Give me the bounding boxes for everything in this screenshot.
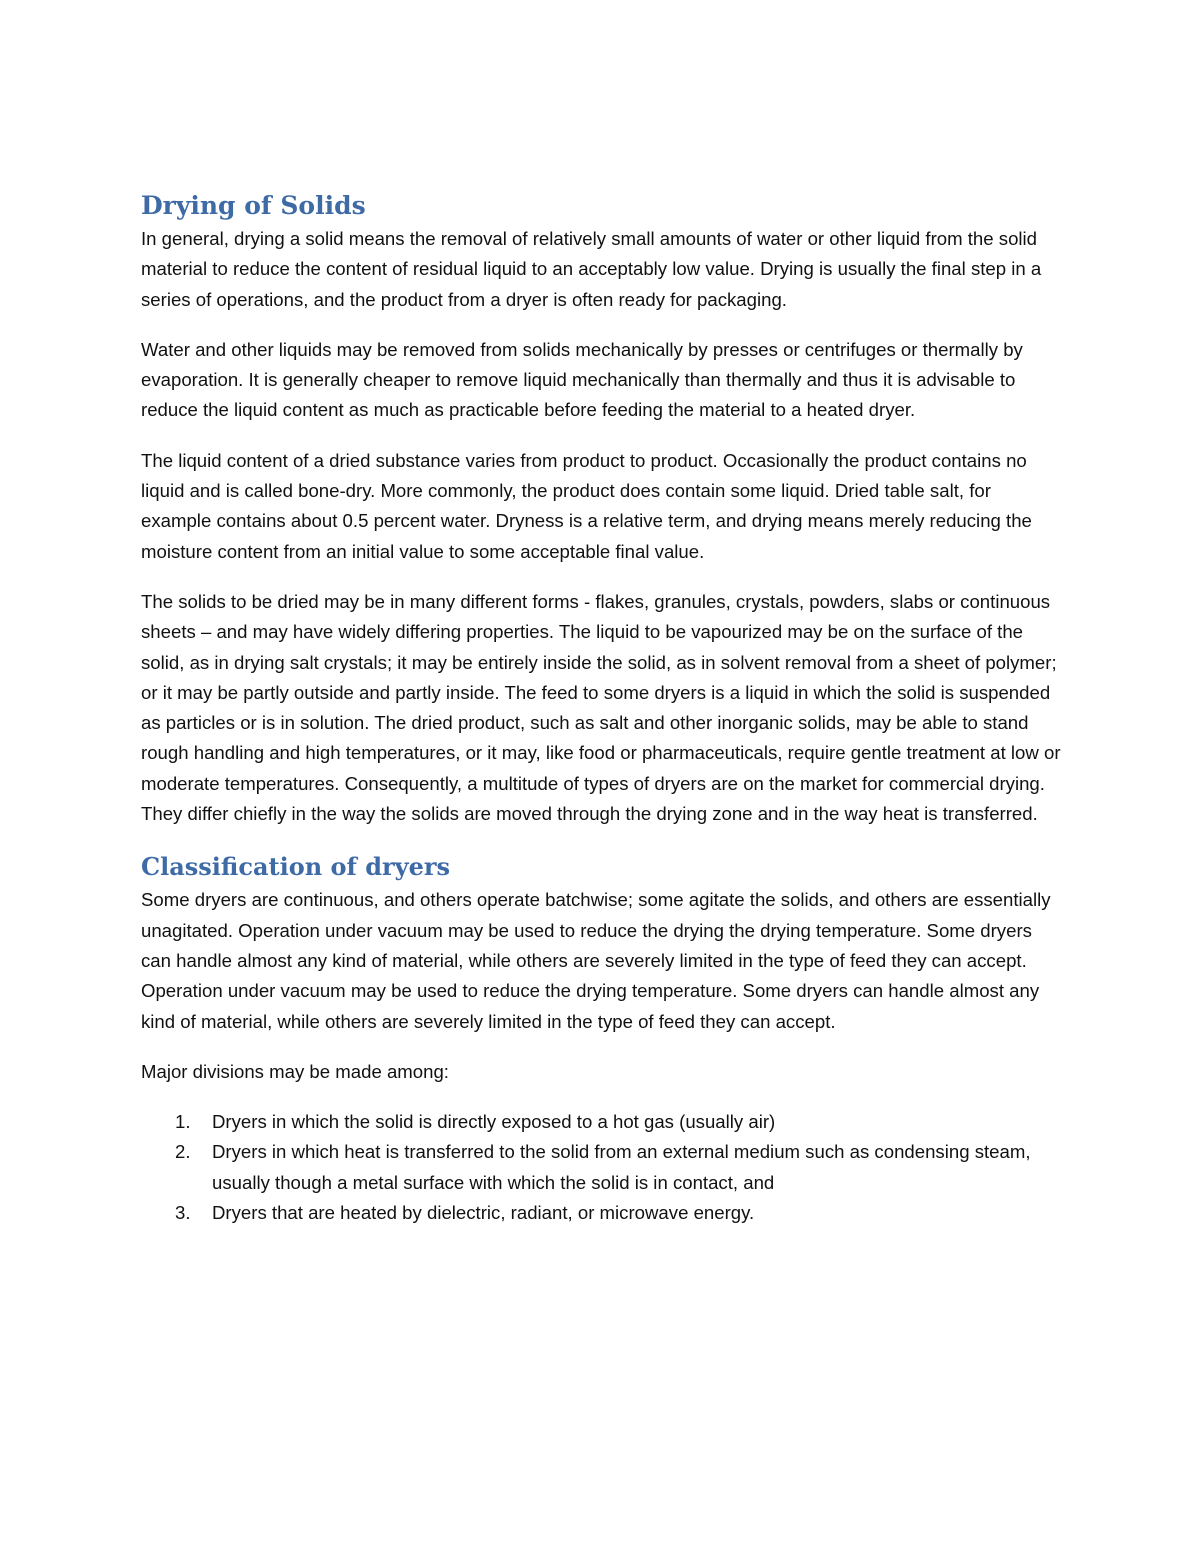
list-item [141,1137,1066,1198]
paragraph-dryer-types: Some dryers are continuous, and others operate batchwise; some agitate the solids, and others are essentially unagitated. Operation under vacuum may be used to reduce the drying the drying temperature. Some dryers can handle almost any kind of material, while others are severely limited in the type of feed they can accept. Operation under vacuum may be used to reduce the drying temperature. Some dryers can handle almost any kind of material, while others are severely limited in the type of feed they can accept. [141,889,1051,1032]
paragraph-drying-definition: In general, drying a solid means the removal of relatively small amounts of water or other liquid from the solid material to reduce the content of residual liquid to an acceptably low value. Drying is usually the final step in a series of operations, and the product from a dryer is often ready for packaging. [141,228,1042,310]
list-item-text: Dryers in which heat is transferred to the solid from an external medium such as condensing steam, usually though a metal surface with which the solid is in contact, and [212,1141,1031,1193]
paragraph-solid-forms: The solids to be dried may be in many different forms - flakes, granules, crystals, powders, slabs or continuous sheets – and may have widely differing properties. The liquid to be vapourized may be on the surface of the solid, as in drying salt crystals; it may be entirely inside the solid, as in solvent removal from a sheet of polymer; or it may be partly outside and partly inside. The feed to some dryers is a liquid in which the solid is suspended as particles or is in solution. The dried product, such as salt and other inorganic solids, may be able to stand rough handling and high temperatures, or it may, like food or pharmaceuticals, require gentle treatment at low or moderate temperatures. Consequently, a multitude of types of dryers are on the market for commercial drying. They differ chiefly in the way the solids are moved through the drying zone and in the way heat is transferred. [141,590,1061,825]
section-title-classification-of-dryers: Classification of dryers [141,852,451,882]
list-item [141,1198,1066,1228]
major-divisions-list [141,1107,1066,1228]
paragraph-major-divisions-intro: Major divisions may be made among: [141,1060,449,1082]
list-item-text: Dryers in which the solid is directly exposed to a hot gas (usually air) [212,1111,776,1133]
list-item-number: 2. [175,1141,191,1163]
document-body [141,188,1066,1228]
paragraph-liquid-content: The liquid content of a dried substance varies from product to product. Occasionally the product contains no liquid and is called bone-dry. More commonly, the product does contain some liquid. Dried table salt, for example contains about 0.5 percent water. Dryness is a relative term, and drying means merely reducing the moisture content from an initial value to some acceptable final value. [141,449,1032,562]
paragraph-liquid-removal: Water and other liquids may be removed from solids mechanically by presses or centrifuges or thermally by evaporation. It is generally cheaper to remove liquid mechanically than thermally and thus it is advisable to reduce the liquid content as much as practicable before feeding the material to a heated dryer. [141,338,1023,421]
list-item-number: 1. [175,1111,191,1133]
list-item [141,1107,1066,1137]
list-item-text: Dryers that are heated by dielectric, radiant, or microwave energy. [212,1202,755,1224]
section-title-drying-of-solids: Drying of Solids [141,191,366,220]
list-item-number: 3. [175,1202,191,1224]
